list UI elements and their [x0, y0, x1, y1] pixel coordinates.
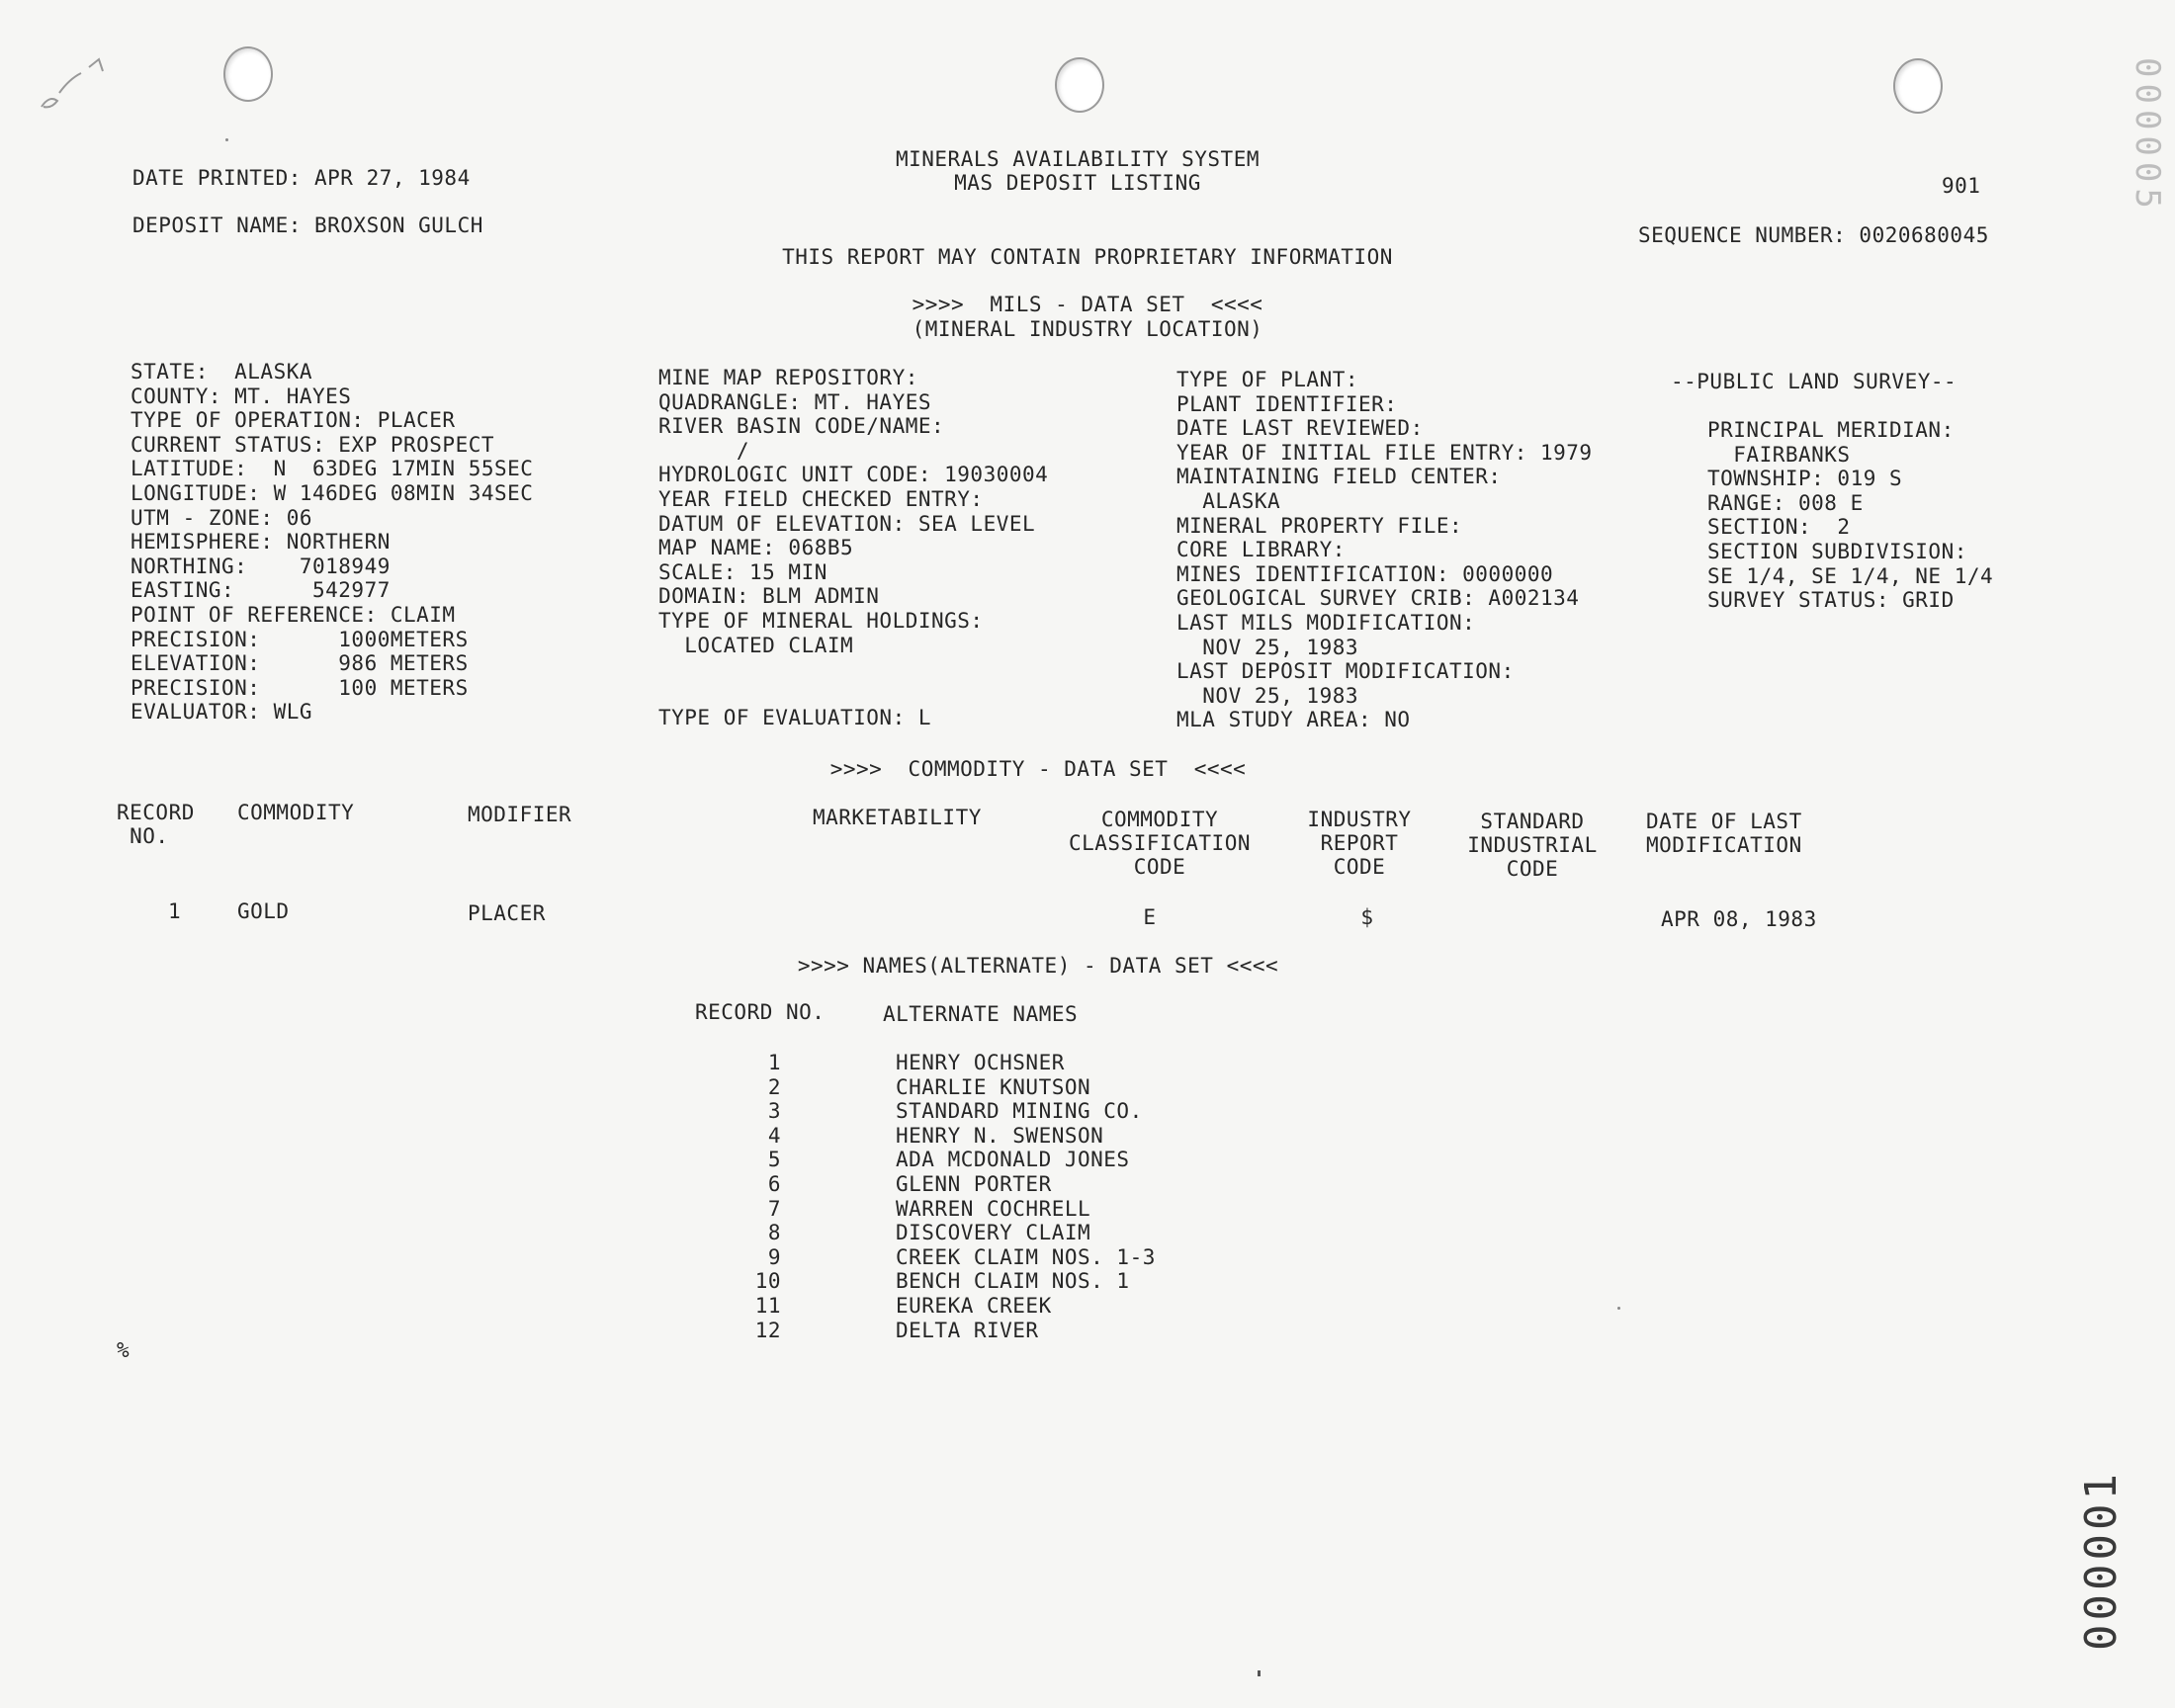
- mils-field: MAP NAME: 068B5: [658, 536, 854, 560]
- mils-field: HYDROLOGIC UNIT CODE: 19030004: [658, 463, 1049, 487]
- mils-column-location: [130, 360, 533, 725]
- mils-field: NOV 25, 1983: [1176, 683, 1359, 708]
- commodity-col-date: DATE OF LAST MODIFICATION: [1646, 810, 1802, 857]
- mils-field: NOV 25, 1983: [1176, 635, 1359, 659]
- commodity-row-commodity: GOLD: [237, 899, 290, 923]
- list-item: [692, 1294, 1156, 1319]
- mils-subheading: (MINERAL INDUSTRY LOCATION): [912, 317, 1263, 341]
- alternate-name-record-no: 4: [767, 1123, 781, 1148]
- mils-field: YEAR FIELD CHECKED ENTRY:: [658, 486, 984, 511]
- system-title: MINERALS AVAILABILITY SYSTEM: [895, 147, 1260, 171]
- commodity-row-industry: $: [1360, 905, 1374, 929]
- mils-field: MAINTAINING FIELD CENTER:: [1176, 465, 1502, 489]
- page-number: 901: [1942, 174, 1981, 198]
- mils-field: DATE LAST REVIEWED:: [1176, 416, 1424, 441]
- mils-field: LAST MILS MODIFICATION:: [1176, 610, 1476, 635]
- alternate-name-record-no: 11: [754, 1293, 781, 1318]
- mils-field: TYPE OF MINERAL HOLDINGS:: [658, 608, 984, 633]
- mils-field: STATE: ALASKA: [130, 360, 313, 384]
- alternate-name: DELTA RIVER: [896, 1318, 1039, 1342]
- binder-hole-left: [223, 46, 273, 102]
- alternate-name: HENRY N. SWENSON: [896, 1123, 1104, 1148]
- alternate-name-record-no: 10: [754, 1269, 781, 1294]
- alternate-name-record-no: 12: [754, 1318, 781, 1342]
- mils-field: UTM - ZONE: 06: [130, 505, 313, 530]
- mils-field: MINES IDENTIFICATION: 0000000: [1176, 561, 1554, 586]
- alternate-name-record-no: 7: [767, 1196, 781, 1221]
- mils-field: PRECISION: 100 METERS: [130, 675, 469, 700]
- commodity-col-classification: COMMODITY CLASSIFICATION CODE: [1068, 808, 1251, 879]
- alternate-name: WARREN COCHRELL: [896, 1196, 1091, 1221]
- alternate-name: STANDARD MINING CO.: [896, 1099, 1143, 1124]
- alternate-name: EUREKA CREEK: [896, 1293, 1052, 1318]
- alternate-name: CREEK CLAIM NOS. 1-3: [896, 1244, 1156, 1269]
- mils-field: LONGITUDE: W 146DEG 08MIN 34SEC: [130, 480, 534, 505]
- alternate-name-record-no: 2: [767, 1074, 781, 1099]
- alternate-name: HENRY OCHSNER: [896, 1051, 1065, 1074]
- mils-field: MLA STUDY AREA: NO: [1176, 708, 1411, 732]
- commodity-heading: >>>> COMMODITY - DATA SET <<<<: [829, 757, 1247, 781]
- commodity-col-modifier: MODIFIER: [468, 803, 572, 826]
- land-survey-field: SURVEY STATUS: GRID: [1707, 588, 1955, 613]
- mils-field: CORE LIBRARY:: [1176, 538, 1346, 562]
- speck-mark: [1258, 1670, 1261, 1676]
- binder-hole-right: [1893, 58, 1943, 114]
- names-list: [692, 1051, 1156, 1342]
- mils-field: CURRENT STATUS: EXP PROSPECT: [130, 432, 495, 457]
- mils-field: YEAR OF INITIAL FILE ENTRY: 1979: [1176, 440, 1593, 465]
- mils-field: [658, 657, 1048, 682]
- names-heading: >>>> NAMES(ALTERNATE) - DATA SET <<<<: [797, 954, 1279, 978]
- mils-field: PRECISION: 1000METERS: [130, 627, 469, 651]
- mils-field: ELEVATION: 986 METERS: [130, 651, 469, 676]
- list-item: [692, 1245, 1156, 1270]
- commodity-row-classification: E: [1143, 905, 1157, 929]
- speck-mark: [1617, 1307, 1620, 1310]
- land-survey-field: SECTION SUBDIVISION:: [1707, 539, 1967, 563]
- alternate-name: GLENN PORTER: [896, 1171, 1052, 1196]
- alternate-name-record-no: 3: [767, 1099, 781, 1124]
- list-item: [692, 1172, 1156, 1197]
- commodity-col-commodity: COMMODITY: [237, 801, 355, 824]
- mils-field: MINE MAP REPOSITORY:: [658, 366, 918, 389]
- date-printed: DATE PRINTED: APR 27, 1984: [132, 166, 471, 190]
- mils-field: RIVER BASIN CODE/NAME:: [658, 414, 945, 439]
- land-survey-field: SE 1/4, SE 1/4, NE 1/4: [1707, 563, 1994, 588]
- alternate-name: ADA MCDONALD JONES: [896, 1148, 1130, 1172]
- mils-column-public-land-survey: [1707, 418, 1993, 613]
- alternate-name-record-no: 8: [767, 1221, 781, 1245]
- mils-field: LOCATED CLAIM: [658, 633, 854, 657]
- listing-title: MAS DEPOSIT LISTING: [954, 171, 1201, 195]
- mils-field: SCALE: 15 MIN: [658, 559, 827, 584]
- mils-field: NORTHING: 7018949: [130, 554, 391, 578]
- bottom-stamp-number: 000001: [2076, 1470, 2127, 1651]
- deposit-name: DEPOSIT NAME: BROXSON GULCH: [132, 214, 483, 237]
- mils-field: TYPE OF EVALUATION: L: [658, 706, 932, 730]
- land-survey-field: RANGE: 008 E: [1707, 490, 1864, 515]
- land-survey-field: TOWNSHIP: 019 S: [1707, 467, 1903, 491]
- list-item: [692, 1051, 1156, 1075]
- mils-field: MINERAL PROPERTY FILE:: [1176, 513, 1463, 538]
- commodity-col-industry: INDUSTRY REPORT CODE: [1307, 808, 1412, 879]
- mils-field: EASTING: 542977: [130, 578, 391, 603]
- mils-field: [658, 682, 1048, 707]
- binder-hole-center: [1055, 57, 1104, 113]
- alternate-name-record-no: 9: [767, 1244, 781, 1269]
- names-col-name: ALTERNATE NAMES: [883, 1002, 1079, 1026]
- mils-field: /: [658, 438, 750, 463]
- alternate-name-record-no: 1: [767, 1051, 781, 1074]
- land-survey-field: PRINCIPAL MERIDIAN:: [1707, 418, 1955, 442]
- mils-field: EVALUATOR: WLG: [130, 700, 313, 725]
- commodity-row-record: 1: [168, 899, 182, 923]
- commodity-row-modifier: PLACER: [468, 901, 546, 925]
- mils-field: ALASKA: [1176, 488, 1281, 513]
- speck-mark: [225, 138, 228, 141]
- mils-field: COUNTY: MT. HAYES: [130, 384, 352, 408]
- mils-heading: >>>> MILS - DATA SET <<<<: [912, 293, 1263, 316]
- list-item: [692, 1269, 1156, 1294]
- corner-scribble-mark: [20, 30, 109, 119]
- mils-column-plant: [1176, 368, 1593, 732]
- list-item: [692, 1221, 1156, 1245]
- mils-field: DATUM OF ELEVATION: SEA LEVEL: [658, 511, 1036, 536]
- public-land-survey-heading: --PUBLIC LAND SURVEY--: [1671, 370, 1958, 393]
- sequence-number: SEQUENCE NUMBER: 0020680045: [1638, 223, 1989, 247]
- alternate-name-record-no: 5: [767, 1148, 781, 1172]
- mils-field: QUADRANGLE: MT. HAYES: [658, 389, 932, 414]
- percent-mark: %: [117, 1338, 130, 1362]
- commodity-row-date: APR 08, 1983: [1661, 907, 1817, 931]
- alternate-name: CHARLIE KNUTSON: [896, 1074, 1091, 1099]
- land-survey-field: SECTION: 2: [1707, 515, 1851, 540]
- mils-field: LAST DEPOSIT MODIFICATION:: [1176, 659, 1515, 684]
- alternate-name: BENCH CLAIM NOS. 1: [896, 1269, 1130, 1294]
- mils-field: HEMISPHERE: NORTHERN: [130, 530, 391, 555]
- mils-field: TYPE OF OPERATION: PLACER: [130, 408, 456, 433]
- mils-field: TYPE OF PLANT:: [1176, 368, 1359, 391]
- land-survey-field: FAIRBANKS: [1707, 442, 1851, 467]
- alternate-name-record-no: 6: [767, 1171, 781, 1196]
- mils-field: DOMAIN: BLM ADMIN: [658, 584, 880, 609]
- commodity-col-record: RECORD NO.: [117, 801, 195, 848]
- commodity-col-standard: STANDARD INDUSTRIAL CODE: [1467, 810, 1598, 881]
- list-item: [692, 1124, 1156, 1149]
- mils-field: POINT OF REFERENCE: CLAIM: [130, 602, 456, 627]
- mils-field: GEOLOGICAL SURVEY CRIB: A002134: [1176, 586, 1580, 611]
- faint-stamp-number: 000005: [2128, 57, 2167, 214]
- mils-field: LATITUDE: N 63DEG 17MIN 55SEC: [130, 457, 534, 481]
- list-item: [692, 1148, 1156, 1172]
- commodity-col-marketability: MARKETABILITY: [813, 806, 982, 829]
- list-item: [692, 1099, 1156, 1124]
- proprietary-notice: THIS REPORT MAY CONTAIN PROPRIETARY INFORMATION: [782, 245, 1393, 269]
- mils-field: PLANT IDENTIFIER:: [1176, 391, 1398, 416]
- mils-column-maps: [658, 366, 1048, 730]
- list-item: [692, 1197, 1156, 1222]
- list-item: [692, 1319, 1156, 1343]
- names-col-record: RECORD NO.: [695, 1000, 826, 1024]
- list-item: [692, 1075, 1156, 1100]
- alternate-name: DISCOVERY CLAIM: [896, 1221, 1091, 1245]
